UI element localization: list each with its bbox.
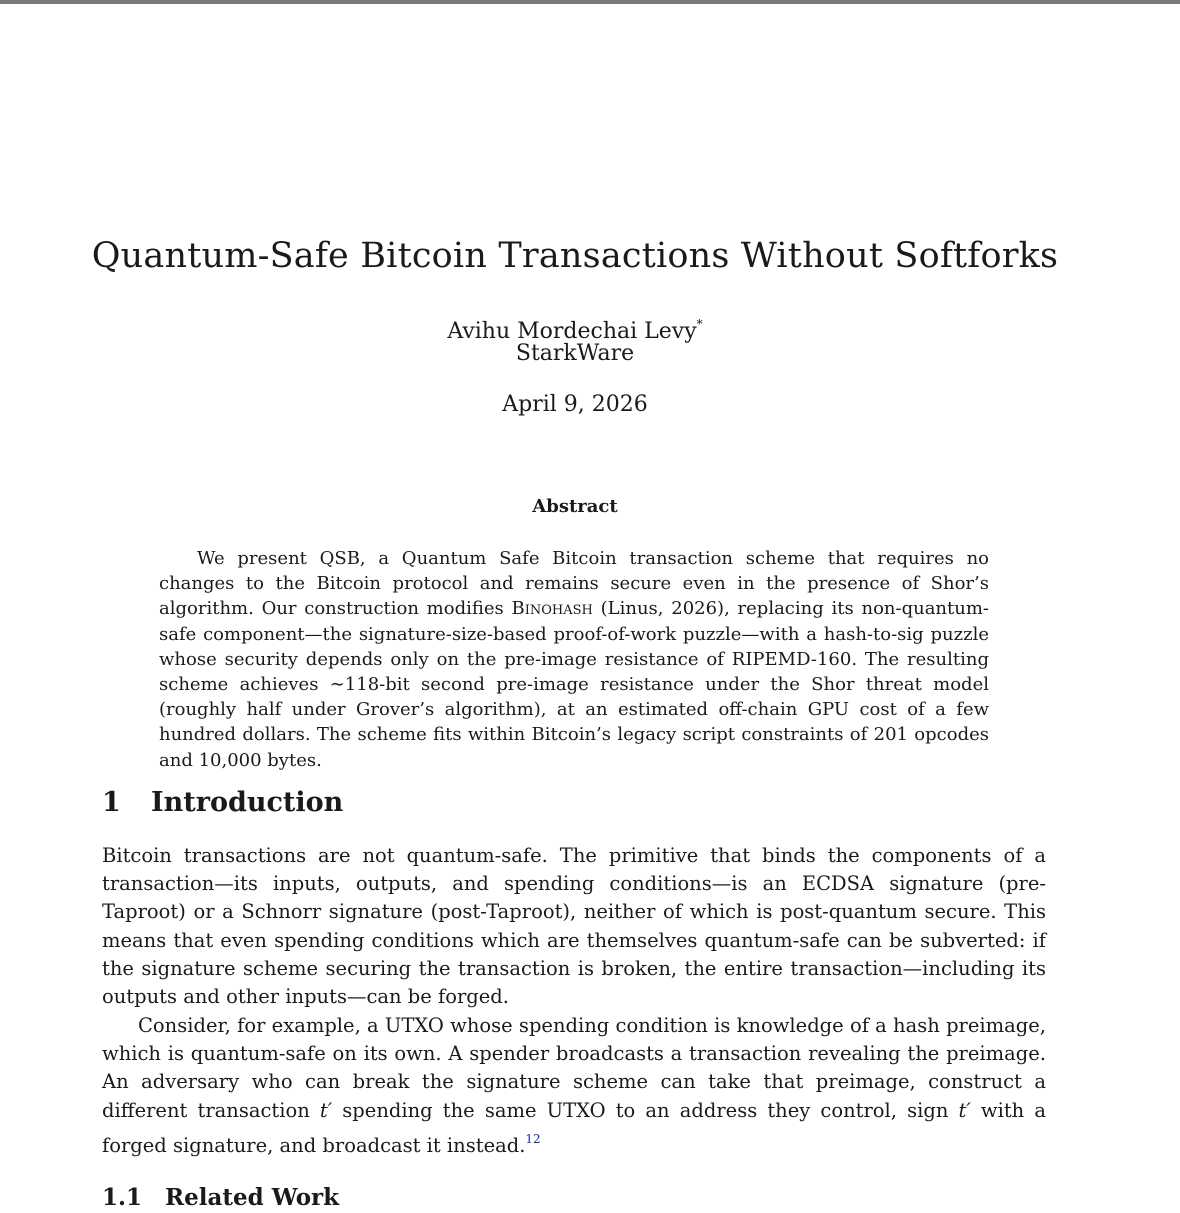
binohash-name: Binohash: [511, 598, 593, 620]
author-name: Avihu Mordechai Levy: [447, 319, 697, 344]
abstract-text: [159, 546, 989, 773]
section-number: 1: [102, 787, 121, 818]
subsection-heading-related-work: [102, 1183, 339, 1213]
intro-paragraph-1: Bitcoin transactions are not quantum-safe. The primitive that binds the components of a transaction—its inputs, outputs, and spending conditions—is an ECDSA signature (pre-Taproot) or a Schnorr signature (post-Taproot), neither of which is post-quantum secure. This means that even spending conditions which are themselves quantum-safe can be subverted: if the signature scheme securing the transaction is broken, the entire transaction—including its outputs and other inputs—can be forged.: [102, 844, 1046, 1009]
section-heading-introduction: [102, 785, 343, 821]
intro-paragraph-2: [102, 1012, 1046, 1160]
author-footnote-mark: *: [696, 317, 703, 331]
paper-title: Quantum-Safe Bitcoin Transactions Without Softforks: [91, 236, 1059, 276]
paragraph-2-part-2: spending the same UTXO to an address they control, sign: [332, 1098, 959, 1122]
paper-date: April 9, 2026: [502, 392, 648, 417]
paragraph-2-part-1: Consider, for example, a UTXO whose spending condition is knowledge of a hash preimage, which is quantum-safe on its own. A spender broadcasts a transaction revealing the preimage. An adversary who can break the signature scheme can take that preimage, construct a different transaction: [102, 1014, 1046, 1122]
subsection-number: 1.1: [102, 1184, 143, 1211]
abstract-part-1: We present QSB, a Quantum Safe Bitcoin transaction scheme that requires no changes to the Bitcoin protocol and remains secure even in the presence of Shor’s algorithm. Our construction modifies: [159, 548, 989, 620]
paragraph-2-part-3: with a forged signature, and broadcast it instead.: [102, 1098, 1046, 1157]
abstract-heading: Abstract: [532, 496, 618, 517]
section-title: Introduction: [151, 787, 344, 818]
subsection-title: Related Work: [165, 1184, 340, 1211]
affiliation: StarkWare: [515, 341, 635, 366]
footnote-link[interactable]: 12: [525, 1131, 541, 1146]
abstract-part-2: (Linus, 2026), replacing its non-quantum-safe component—the signature-size-based proof-of-work puzzle—with a hash-to-sig puzzle whose security depends only on the pre-image resistance of RIPEMD-160. The resulting scheme achieves ∼118-bit second pre-image resistance under the Shor threat model (roughly half under Grover’s algorithm), at an estimated off-chain GPU cost of a few hundred dollars. The scheme fits within Bitcoin’s legacy script constraints of 201 opcodes and 10,000 bytes.: [159, 598, 989, 771]
t-prime-symbol: t′: [319, 1098, 333, 1122]
t-prime-symbol: t′: [958, 1098, 971, 1122]
